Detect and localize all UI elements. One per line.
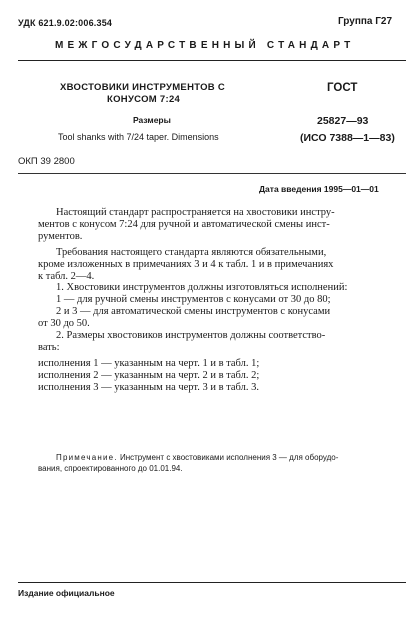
- body-line: 1. Хвостовики инструментов должны изготовляться исполнений:: [56, 282, 348, 294]
- edition-label: Издание официальное: [18, 588, 115, 598]
- body-line: Требования настоящего стандарта являются обязательными,: [56, 246, 327, 258]
- body-line: от 30 до 50.: [38, 318, 90, 330]
- list-item: исполнения 2 — указанным на черт. 2 и в табл. 2;: [38, 369, 260, 381]
- okp-code: ОКП 39 2800: [18, 156, 75, 167]
- document-body: [38, 207, 406, 394]
- gost-number: 25827—93: [317, 115, 369, 127]
- top-divider: [18, 60, 406, 61]
- body-line: рументов.: [38, 230, 83, 242]
- effective-date: Дата введения 1995—01—01: [259, 184, 379, 194]
- subtitle-english: Tool shanks with 7/24 taper. Dimensions: [58, 132, 219, 142]
- gost-label: ГОСТ: [327, 82, 358, 94]
- note-label: Примечание.: [56, 453, 118, 462]
- standard-type-heading: МЕЖГОСУДАРСТВЕННЫЙ СТАНДАРТ: [55, 40, 355, 51]
- body-line: ментов с конусом 7:24 для ручной и автоматической смены инст-: [38, 218, 330, 230]
- subtitle-russian: Размеры: [133, 115, 171, 125]
- body-line: к табл. 2—4.: [38, 270, 95, 282]
- note: [38, 453, 406, 474]
- bottom-divider: [18, 582, 406, 583]
- body-line: Настоящий стандарт распространяется на хвостовики инстру-: [56, 207, 335, 218]
- body-line: 2. Размеры хвостовиков инструментов должны соответство-: [56, 330, 326, 342]
- document-title-line2: КОНУСОМ 7:24: [107, 94, 181, 105]
- list-item: исполнения 3 — указанным на черт. 3 и в табл. 3.: [38, 381, 259, 393]
- body-line: вать:: [38, 341, 60, 353]
- body-line: 1 — для ручной смены инструментов с конусами от 30 до 80;: [56, 294, 331, 306]
- note-text: Инструмент с хвостовиками исполнения 3 — для оборудо-: [117, 453, 339, 462]
- middle-divider: [18, 173, 406, 174]
- body-line: 2 и 3 — для автоматической смены инструментов с конусами: [56, 306, 331, 318]
- group-code: Группа Г27: [338, 16, 393, 27]
- udk-code: УДК 621.9.02:006.354: [18, 18, 113, 28]
- iso-number: (ИСО 7388—1—83): [300, 132, 395, 144]
- body-line: кроме изложенных в примечаниях 3 и 4 к табл. 1 и в примечаниях: [38, 258, 334, 270]
- list-item: исполнения 1 — указанным на черт. 1 и в табл. 1;: [38, 357, 260, 369]
- document-title-line1: ХВОСТОВИКИ ИНСТРУМЕНТОВ С: [60, 82, 226, 93]
- note-text: вания, спроектированного до 01.01.94.: [38, 463, 183, 473]
